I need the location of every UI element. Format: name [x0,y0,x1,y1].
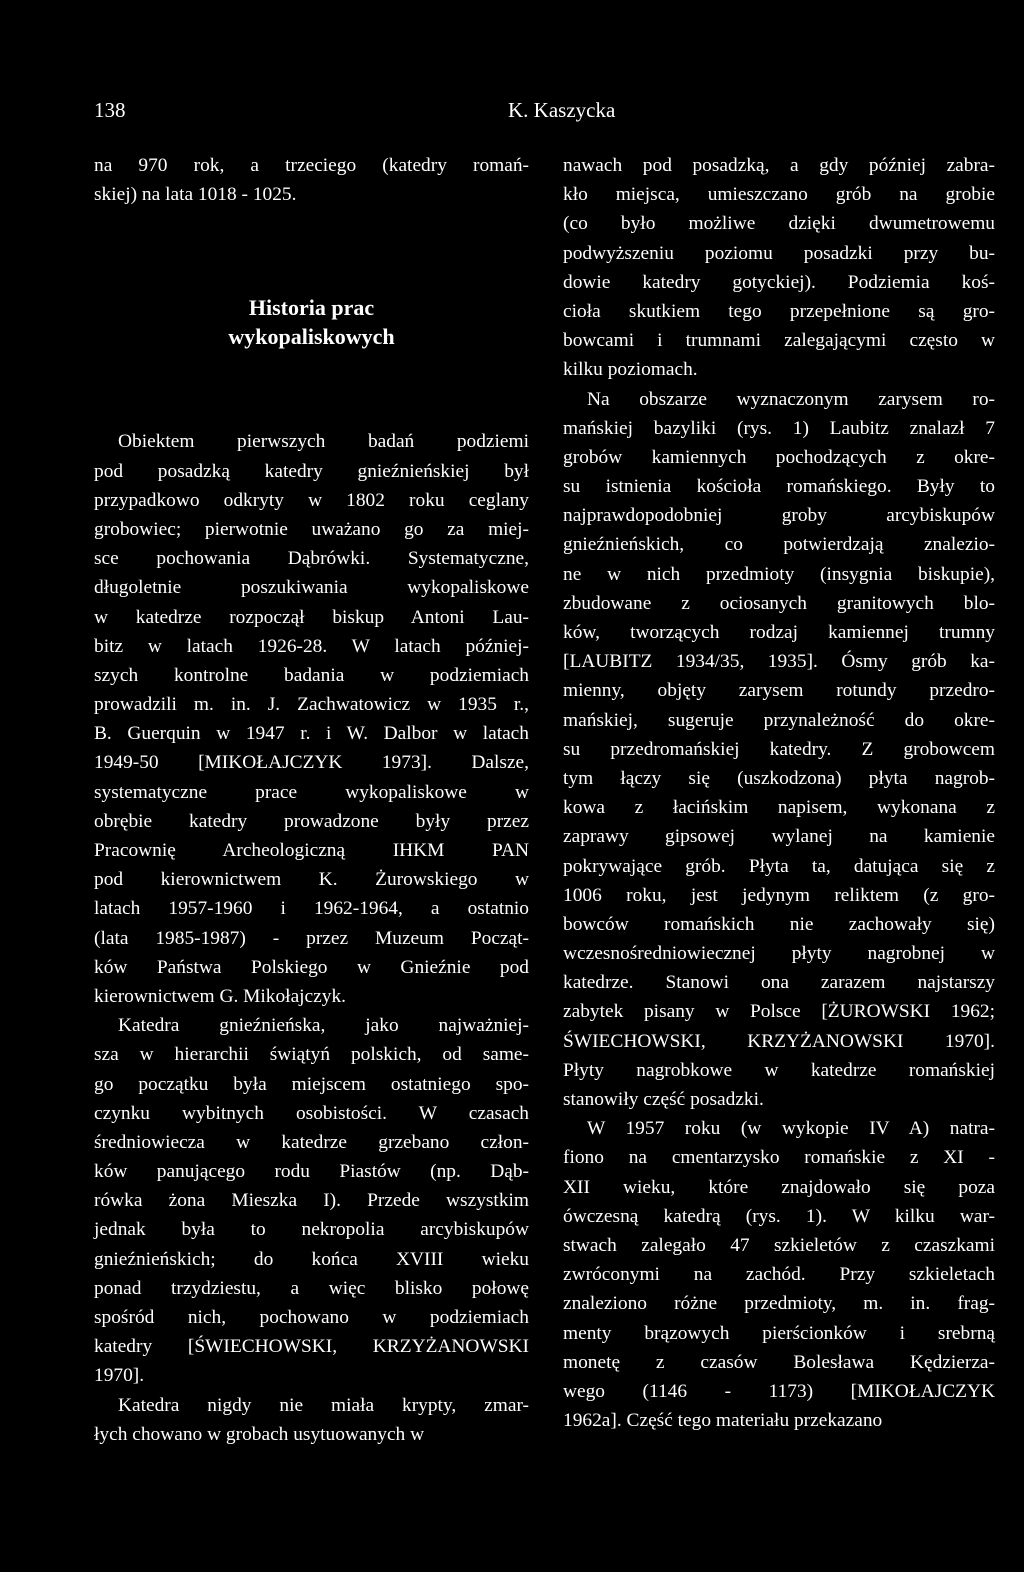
text-line: kło miejsca, umieszczano grób na grobie [563,184,995,206]
text-line: najprawdopodobniej groby arcybiskupów [563,505,995,527]
text-line: mańskiej bazyliki (rys. 1) Laubitz znalazł 7 [563,417,995,439]
section-heading-line: Historia prac [248,295,375,321]
text-line: 1962a]. Część tego materiału przekazano [563,1410,883,1432]
running-header [94,98,994,128]
text-line: 1949-50 [MIKOŁAJCZYK 1973]. Dalsze, [94,752,529,774]
page-number: 138 [94,98,126,122]
text-line: katedry [ŚWIECHOWSKI, KRZYŻANOWSKI [94,1336,529,1358]
text-line: wego (1146 - 1173) [MIKOŁAJCZYK [563,1380,995,1402]
text-line: szych kontrolne badania w podziemiach [94,664,529,686]
text-line: (co było możliwe dzięki dwumetrowemu [563,213,995,235]
text-line: grobowiec; pierwotnie uważano go za miej- [94,518,529,540]
text-line: su przedromańskiej katedry. Z grobowcem [563,738,995,760]
text-line: jednak była to nekropolia arcybiskupów [94,1219,529,1241]
text-line: ŚWIECHOWSKI, KRZYŻANOWSKI 1970]. [563,1030,995,1052]
right-column [563,151,995,1435]
text-line: gnieźnieńskich; do końca XVIII wieku [94,1248,529,1270]
text-line: stwach zalegało 47 szkieletów z czaszkami [563,1234,995,1256]
spacer [94,393,529,427]
text-line: latach 1957-1960 i 1962-1964, a ostatnio [94,898,529,920]
intro-line: skiej) na lata 1018 - 1025. [94,184,297,206]
text-line: [LAUBITZ 1934/35, 1935]. Ósmy grób ka- [563,651,995,673]
text-line: sce pochowania Dąbrówki. Systematyczne, [94,548,529,570]
text-line: w katedrze rozpoczął biskup Antoni Lau- [94,606,529,628]
text-line: Płyty nagrobkowe w katedrze romańskiej [563,1059,995,1081]
text-line: przypadkowo odkryty w 1802 roku ceglany [94,489,529,511]
text-line: grobów kamiennych pochodzących z okre- [563,446,995,468]
text-line: pod posadzką katedry gnieźnieńskiej był [94,460,529,482]
text-line: Katedra nigdy nie miała krypty, zmar- [118,1394,529,1416]
text-line: kilku poziomach. [563,359,698,381]
text-line: średniowiecza w katedrze grzebano człon- [94,1131,529,1153]
text-line: kierownictwem G. Mikołajczyk. [94,985,347,1007]
text-line: spośród nich, pochowano w podziemiach [94,1307,529,1328]
text-line: ków Państwa Polskiego w Gnieźnie pod [94,956,529,978]
text-line: monetę z czasów Bolesława Kędzierza- [563,1351,995,1373]
text-line: Pracownię Archeologiczną IHKM PAN [94,840,529,861]
text-line: gnieźnieńskich, co potwierdzają znalezio- [563,534,995,556]
text-line: 1006 roku, jest jedynym reliktem (z gro- [563,884,995,906]
text-line: łych chowano w grobach usytuowanych w [94,1423,425,1445]
text-line: tym łączy się (uszkodzona) płyta nagrob- [563,767,995,789]
intro-line: na 970 rok, a trzeciego (katedry romań- [94,155,529,176]
text-line: sza w hierarchii świątyń polskich, od same- [94,1044,529,1066]
text-line: kowa z łacińskim napisem, wykonana z [563,797,995,819]
text-line: mienny, objęty zarysem rotundy przedro- [563,680,995,702]
text-line: ne w nich przedmioty (insygnia biskupie), [563,563,995,585]
text-line: 1970]. [94,1365,145,1387]
text-line: Na obszarze wyznaczonym zarysem ro- [587,388,995,410]
text-line: bowcami i trumnami zalegającymi często w [563,330,995,352]
left-column [94,151,529,1449]
text-line: prowadzili m. in. J. Zachwatowicz w 1935 r., [94,694,529,716]
text-line: XII wieku, które znajdowało się poza [563,1176,995,1198]
text-line: obrębie katedry prowadzone były przez [94,810,529,832]
text-line: go początku była miejscem ostatniego spo- [94,1073,529,1095]
text-line: (lata 1985-1987) - przez Muzeum Począt- [94,927,529,949]
text-line: ków panującego rodu Piastów (np. Dąb- [94,1161,529,1183]
text-line: cioła skutkiem tego przepełnione są gro- [563,300,995,322]
text-line: podwyższeniu poziomu posadzki przy bu- [563,242,995,264]
spacer [94,209,529,251]
text-line: katedrze. Stanowi ona zarazem najstarszy [563,972,995,994]
text-line: Obiektem pierwszych badań podziemi [118,431,529,453]
text-line: wczesnośredniowiecznej płyty nagrobnej w [563,943,995,965]
text-line: znaleziono różne przedmioty, m. in. frag- [563,1293,995,1315]
text-line: rówka żona Mieszka I). Przede wszystkim [94,1190,529,1212]
text-line: bowców romańskich nie zachowały się) [563,913,995,935]
text-line: nawach pod posadzką, a gdy później zabra- [563,155,995,176]
text-line: zbudowane z ociosanych granitowych blo- [563,592,995,614]
text-line: pod kierownictwem K. Żurowskiego w [94,869,529,891]
text-line: ówczesną katedrą (rys. 1). W kilku war- [563,1205,995,1227]
text-line: bitz w latach 1926-28. W latach później- [94,635,529,657]
right-body-text [563,151,995,1435]
text-line: Katedra gnieźnieńska, jako najważniej- [118,1015,529,1037]
text-line: systematyczne prace wykopaliskowe w [94,781,529,803]
text-line: pokrywające grób. Płyta ta, datująca się z [563,855,995,877]
text-line: zabytek pisany w Polsce [ŻUROWSKI 1962; [563,1001,995,1023]
text-line: mańskiej, sugeruje przynależność do okre- [563,709,995,731]
text-line: ponad trzydziestu, a więc blisko połowę [94,1277,529,1299]
spacer [94,251,529,293]
text-line: zaprawy gipsowej wylanej na kamienie [563,826,995,848]
text-line: dowie katedry gotyckiej). Podziemia koś- [563,271,995,293]
text-line: ków, tworzących rodzaj kamiennej trumny [563,622,995,643]
spacer [94,351,529,393]
text-line: W 1957 roku (w wykopie IV A) natra- [587,1118,995,1140]
text-line: czynku wybitnych osobistości. W czasach [94,1102,529,1124]
text-line: su istnienia kościoła romańskiego. Były to [563,476,995,498]
left-body-text [94,427,529,1449]
running-head-author: K. Kaszycka [508,98,616,122]
text-line: fiono na cmentarzysko romańskie z XI - [563,1147,995,1169]
text-line: B. Guerquin w 1947 r. i W. Dalbor w latach [94,723,529,745]
section-heading-line: wykopaliskowych [228,324,395,350]
text-line: menty brązowych pierścionków i srebrną [563,1322,995,1344]
text-line: stanowiły część posadzki. [563,1089,764,1110]
text-line: zwróconymi na zachód. Przy szkieletach [563,1264,995,1286]
text-line: długoletnie poszukiwania wykopaliskowe [94,577,529,599]
